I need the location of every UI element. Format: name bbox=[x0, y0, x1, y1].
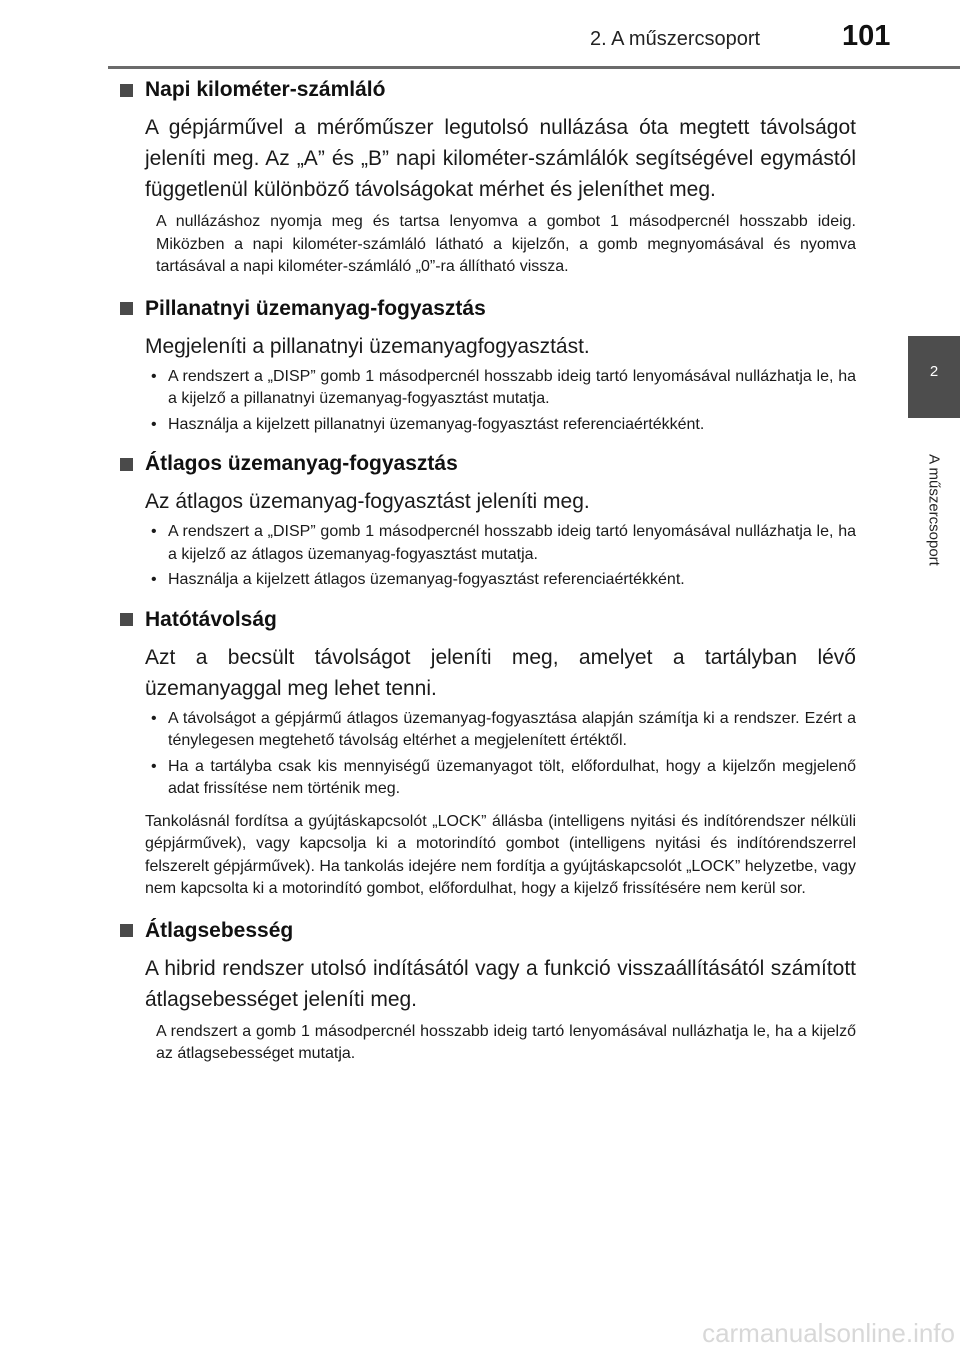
section-lead: Az átlagos üzemanyag-fogyasztást jeleníti meg. bbox=[145, 490, 590, 513]
refuel-paragraph: Tankolásnál fordítsa a gyújtáskapcsolót „LOCK” állásba (intelligens nyitási és indítórendszer nélküli gépjárművek), vagy kapcsolja ki a motorindító gombot (intelligens nyitási és indítórendszerrel felszerelt gépjárművek). Ha tankolás idejére nem fordítja a gyújtáskapcsolót „LOCK” helyzetbe, vagy nem kapcsolta ki a motorindító gombot, előfordulhat, hogy a kijelző frissítésére nem kerül sor. bbox=[145, 812, 856, 897]
section-heading bbox=[120, 608, 856, 632]
section-average-speed bbox=[120, 919, 856, 1066]
chapter-title: 2. A műszercsoport bbox=[590, 28, 761, 50]
section-title: Átlagsebesség bbox=[145, 918, 294, 942]
section-heading bbox=[120, 452, 856, 476]
list-item: • A rendszert a „DISP” gomb 1 másodpercnél hosszabb ideig tartó lenyomásával nullázhatja le, ha a kijelző az átlagos üzemanyag-fogyasztást mutatja. bbox=[145, 521, 856, 566]
heading-square-icon bbox=[120, 84, 133, 97]
section-title: Hatótávolság bbox=[145, 607, 277, 631]
page-number: 101 bbox=[842, 20, 891, 52]
section-title: Pillanatnyi üzemanyag-fogyasztás bbox=[145, 296, 486, 320]
chapter-tab[interactable]: 2 bbox=[908, 336, 960, 418]
list-item: • A távolságot a gépjármű átlagos üzemanyag-fogyasztása alapján számítja ki a rendszer. Ezért a ténylegesen megtehető távolság eltérhet a megjelenített értéktől. bbox=[145, 708, 856, 753]
chapter-tab-label bbox=[895, 430, 960, 590]
page-content bbox=[120, 78, 856, 1066]
section-note: A rendszert a gomb 1 másodpercnél hosszabb ideig tartó lenyomásával nullázhatja le, ha a kijelző az átlagsebességet mutatja. bbox=[156, 1022, 856, 1062]
section-heading bbox=[120, 78, 856, 102]
section-lead: Azt a becsült távolságot jeleníti meg, amelyet a tartályban lévő üzemanyaggal meg lehet tenni. bbox=[145, 645, 856, 700]
section-heading bbox=[120, 297, 856, 321]
section-lead: Megjeleníti a pillanatnyi üzemanyagfogyasztást. bbox=[145, 334, 590, 358]
watermark: carmanualsonline.info bbox=[702, 1318, 955, 1348]
bullet-list bbox=[120, 521, 856, 592]
list-item: • Használja a kijelzett átlagos üzemanyag-fogyasztást referenciaértékként. bbox=[145, 569, 856, 592]
section-note: A nullázáshoz nyomja meg és tartsa lenyomva a gombot 1 másodpercnél hosszabb ideig. Miközben a napi kilométer-számláló látható a kijelzőn, a gomb megnyomásával és nyomva tartásával a napi kilométer-számláló „0”-ra állítható vissza. bbox=[156, 213, 856, 275]
bullet-list bbox=[120, 708, 856, 801]
page-header bbox=[0, 0, 960, 70]
section-title: Átlagos üzemanyag-fogyasztás bbox=[145, 452, 458, 475]
section-average-fuel bbox=[120, 452, 856, 592]
section-title: Napi kilométer-számláló bbox=[145, 78, 386, 101]
heading-square-icon bbox=[120, 924, 133, 937]
heading-square-icon bbox=[120, 613, 133, 626]
list-item: • Használja a kijelzett pillanatnyi üzemanyag-fogyasztást referenciaértékként. bbox=[145, 414, 856, 437]
header-divider bbox=[108, 66, 960, 69]
chapter-tab-label-text: A műszercsoport bbox=[925, 454, 943, 566]
list-item: • A rendszert a „DISP” gomb 1 másodpercnél hosszabb ideig tartó lenyomásával nullázhatja le, ha a kijelző a pillanatnyi üzemanyag-fogyasztást mutatja. bbox=[145, 366, 856, 411]
section-lead: A gépjárművel a mérőműszer legutolsó nullázása óta megtett távolságot jeleníti meg. Az „A” és „B” napi kilométer-számlálók segítségével egymástól függetlenül különböző távolságokat mérhet és jeleníthet meg. bbox=[145, 116, 856, 201]
section-trip-meter bbox=[120, 78, 856, 279]
section-range bbox=[120, 608, 856, 901]
heading-square-icon bbox=[120, 302, 133, 315]
section-lead: A hibrid rendszer utolsó indításától vagy a funkció visszaállításától számított átlagsebességet jeleníti meg. bbox=[145, 956, 856, 1011]
list-item: • Ha a tartályba csak kis mennyiségű üzemanyagot tölt, előfordulhat, hogy a kijelzőn megjelenő adat frissítése nem történik meg. bbox=[145, 756, 856, 801]
section-instant-fuel bbox=[120, 297, 856, 437]
section-heading bbox=[120, 919, 856, 943]
heading-square-icon bbox=[120, 458, 133, 471]
bullet-list bbox=[120, 366, 856, 437]
